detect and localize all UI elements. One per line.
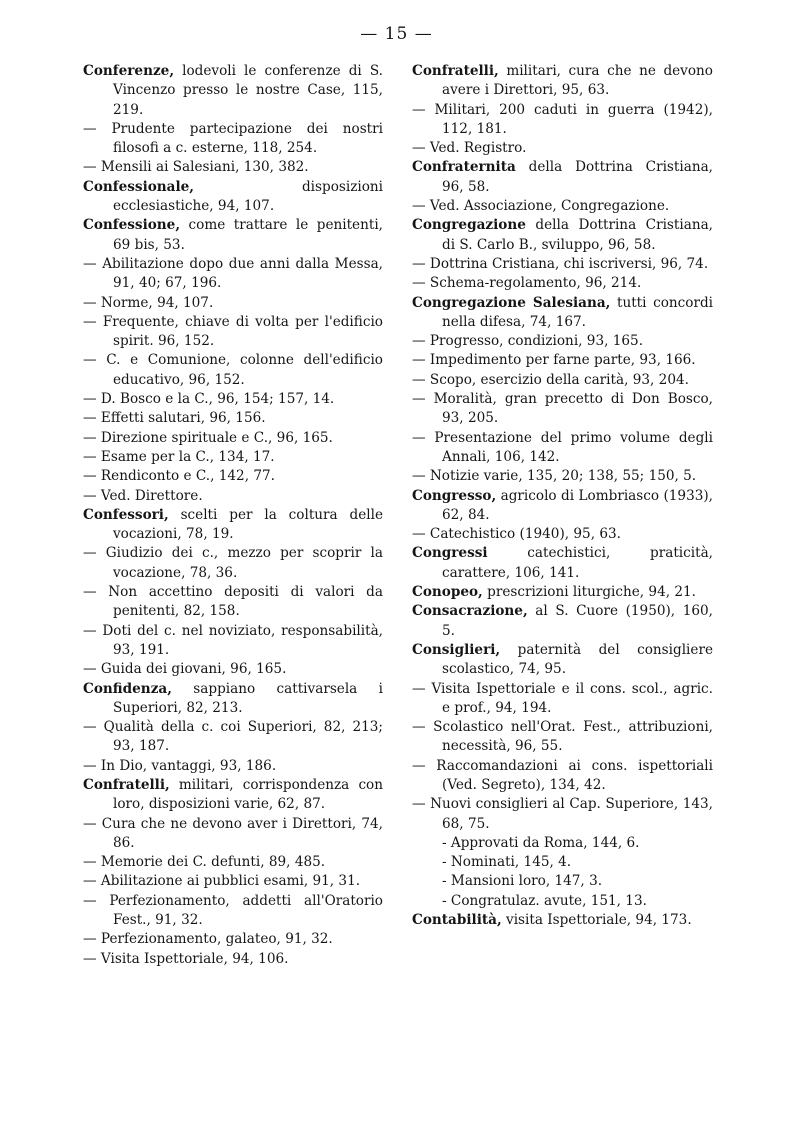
entry-text: — D. Bosco e la C., 96, 154; 157, 14. [83, 391, 335, 408]
entry-heading: Confidenza, [83, 680, 172, 697]
entry-heading: Confraternita [412, 159, 516, 176]
entry-text: militari, corrispondenza con loro, disposizioni varie, 62, 87. [113, 776, 383, 813]
entry-text: — Scopo, esercizio della carità, 93, 204. [412, 371, 689, 388]
entry-text: — Abilitazione dopo due anni dalla Messa, 91, 40; 67, 196. [83, 255, 383, 292]
entry-heading: Conopeo, [412, 584, 483, 601]
index-entry [83, 62, 383, 120]
index-entry [412, 680, 713, 719]
index-entry [83, 178, 383, 217]
entry-text: tutti concordi nella difesa, 74, 167. [442, 294, 713, 330]
entry-text: lodevoli le conferenze di S. Vincenzo presso le nostre Case, 115, 219. [113, 63, 383, 118]
index-entry [412, 101, 713, 140]
index-entry [83, 853, 383, 872]
entry-heading: Consacrazione, [412, 603, 528, 620]
index-entry [83, 583, 383, 622]
index-entry [83, 120, 383, 159]
entry-text: — Ved. Direttore. [83, 487, 203, 504]
index-entry [412, 602, 713, 641]
entry-text: come trattare le penitenti, 69 bis, 53. [113, 217, 383, 253]
index-entry [412, 892, 713, 911]
index-entry [412, 429, 713, 468]
page-number: — 15 — [360, 24, 433, 44]
index-entry [412, 795, 713, 834]
index-entry [412, 62, 713, 101]
index-entry [83, 660, 383, 679]
entry-text: — Perfezionamento, addetti all'Oratorio Fest., 91, 32. [83, 892, 383, 929]
index-entry [412, 139, 713, 158]
entry-text: — Doti del c. nel noviziato, responsabilità, 93, 191. [83, 622, 383, 658]
index-entry [83, 448, 383, 467]
entry-heading: Congregazione [412, 217, 526, 234]
index-entry [83, 930, 383, 949]
index-entry [412, 467, 713, 486]
entry-text: militari, cura che ne devono avere i Direttori, 95, 63. [442, 63, 713, 99]
entry-text: della Dottrina Cristiana, 96, 58. [442, 159, 713, 195]
entry-text: — C. e Comunione, colonne dell'edificio educativo, 96, 152. [83, 352, 383, 388]
entry-text: — Schema-regolamento, 96, 214. [412, 275, 642, 292]
entry-text: — Qualità della c. coi Superiori, 82, 213; 93, 187. [83, 719, 383, 755]
entry-text: — Presentazione del primo volume degli Annali, 106, 142. [412, 429, 713, 465]
entry-text: - Congratulaz. avute, 151, 13. [442, 892, 647, 909]
entry-heading: Conferenze, [83, 63, 175, 79]
entry-text: — Direzione spirituale e C., 96, 165. [83, 429, 333, 446]
index-entry [412, 853, 713, 872]
index-entry [412, 216, 713, 255]
entry-text: — Norme, 94, 107. [83, 294, 214, 311]
index-entry [83, 950, 383, 969]
index-entry [83, 892, 383, 931]
index-entry [412, 294, 713, 333]
entry-text: — Guida dei giovani, 96, 165. [83, 661, 287, 678]
entry-heading: Consiglieri, [412, 641, 501, 658]
index-entry [83, 351, 383, 390]
index-entry [412, 390, 713, 429]
index-entry [412, 641, 713, 680]
index-entry [412, 757, 713, 796]
index-entry [83, 429, 383, 448]
entry-text: — Rendiconto e C., 142, 77. [83, 468, 275, 485]
index-entry [412, 197, 713, 216]
index-entry [83, 872, 383, 891]
entry-text: al S. Cuore (1950), 160, 5. [442, 603, 713, 639]
entry-text: catechistici, praticità, carattere, 106, 141. [442, 545, 713, 581]
entry-text: — Scolastico nell'Orat. Fest., attribuzioni, necessità, 96, 55. [412, 719, 713, 755]
entry-text: — Raccomandazioni ai cons. ispettoriali (Ved. Segreto), 134, 42. [412, 757, 713, 793]
entry-heading: Confratelli, [412, 63, 499, 79]
index-entry [83, 680, 383, 719]
index-entry [83, 815, 383, 854]
entry-text: — Dottrina Cristiana, chi iscriversi, 96, 74. [412, 255, 709, 272]
entry-text: - Approvati da Roma, 144, 6. [442, 834, 640, 851]
entry-text: — Moralità, gran precetto di Don Bosco, 93, 205. [412, 391, 713, 427]
entry-heading: Confratelli, [83, 776, 170, 793]
index-entry [412, 274, 713, 293]
entry-text: prescrizioni liturgiche, 94, 21. [482, 584, 696, 601]
entry-text: — Giudizio dei c., mezzo per scoprir la vocazione, 78, 36. [83, 545, 383, 581]
entry-text: sappiano cattivarsela i Superiori, 82, 213. [113, 680, 383, 716]
index-entry [412, 872, 713, 891]
index-entry [412, 158, 713, 197]
index-entry [412, 834, 713, 853]
entry-text: — Frequente, chiave di volta per l'edificio spirit. 96, 152. [83, 313, 383, 350]
entry-text: — Abilitazione ai pubblici esami, 91, 31. [83, 873, 361, 890]
entry-text: — Esame per la C., 134, 17. [83, 448, 275, 465]
index-entry [412, 255, 713, 274]
entry-text: - Mansioni loro, 147, 3. [442, 873, 603, 890]
left-column [83, 62, 383, 969]
index-entry [83, 487, 383, 506]
entry-text: disposizioni ecclesiastiche, 94, 107. [113, 178, 383, 215]
entry-text: — Progresso, condizioni, 93, 165. [412, 333, 644, 350]
entry-text: — Non accettino depositi di valori da penitenti, 82, 158. [83, 584, 383, 620]
entry-text: — Mensili ai Salesiani, 130, 382. [83, 159, 309, 176]
entry-text: — Catechistico (1940), 95, 63. [412, 526, 621, 543]
entry-text: visita Ispettoriale, 94, 173. [501, 912, 692, 929]
index-entry [83, 313, 383, 352]
entry-heading: Confessione, [83, 217, 181, 234]
entry-heading: Confessori, [83, 506, 169, 523]
entry-text: — Visita Ispettoriale, 94, 106. [83, 950, 289, 967]
entry-text: agricolo di Lombriasco (1933), 62, 84. [442, 487, 713, 523]
entry-text: scelti per la coltura delle vocazioni, 78, 19. [113, 506, 383, 543]
index-entry [83, 255, 383, 294]
index-entry [412, 332, 713, 351]
index-entry [83, 718, 383, 757]
index-entry [412, 351, 713, 370]
index-entry [83, 409, 383, 428]
index-entry [83, 506, 383, 545]
entry-heading: Contabilità, [412, 912, 502, 929]
index-entry [83, 467, 383, 486]
index-entry [83, 622, 383, 661]
index-entry [83, 390, 383, 409]
index-entry [412, 487, 713, 526]
entry-heading: Congregazione Salesiana, [412, 294, 611, 311]
entry-text: — Cura che ne devono aver i Direttori, 74, 86. [83, 815, 383, 851]
entry-text: paternità del consigliere scolastico, 74, 95. [442, 641, 713, 678]
entry-text: - Nominati, 145, 4. [442, 854, 572, 871]
entry-text: — In Dio, vantaggi, 93, 186. [83, 757, 277, 774]
index-entry [83, 216, 383, 255]
index-entry [83, 294, 383, 313]
index-entry [83, 776, 383, 815]
index-entry [412, 525, 713, 544]
right-column [412, 62, 713, 930]
index-entry [412, 583, 713, 602]
index-entry [83, 544, 383, 583]
entry-heading: Confessionale, [83, 178, 195, 195]
entry-text: — Effetti salutari, 96, 156. [83, 410, 266, 427]
entry-text: — Prudente partecipazione dei nostri filosofi a c. esterne, 118, 254. [83, 120, 383, 157]
entry-text: — Visita Ispettoriale e il cons. scol., agric. e prof., 94, 194. [412, 680, 713, 716]
index-entry [412, 718, 713, 757]
index-entry [83, 757, 383, 776]
entry-heading: Congresso, [412, 487, 497, 504]
entry-text: — Militari, 200 caduti in guerra (1942), 112, 181. [412, 101, 713, 137]
entry-text: — Perfezionamento, galateo, 91, 32. [83, 931, 333, 948]
entry-text: — Impedimento per farne parte, 93, 166. [412, 352, 696, 369]
index-entry [412, 544, 713, 583]
index-entry [412, 911, 713, 930]
entry-text: — Notizie varie, 135, 20; 138, 55; 150, 5. [412, 468, 697, 485]
index-entry [83, 158, 383, 177]
entry-text: — Ved. Associazione, Congregazione. [412, 198, 670, 215]
entry-text: — Memorie dei C. defunti, 89, 485. [83, 854, 326, 871]
entry-text: della Dottrina Cristiana, di S. Carlo B., sviluppo, 96, 58. [442, 217, 713, 253]
index-entry [412, 371, 713, 390]
entry-text: — Ved. Registro. [412, 140, 527, 157]
entry-heading: Congressi [412, 545, 488, 562]
entry-text: — Nuovi consiglieri al Cap. Superiore, 143, 68, 75. [412, 796, 713, 832]
